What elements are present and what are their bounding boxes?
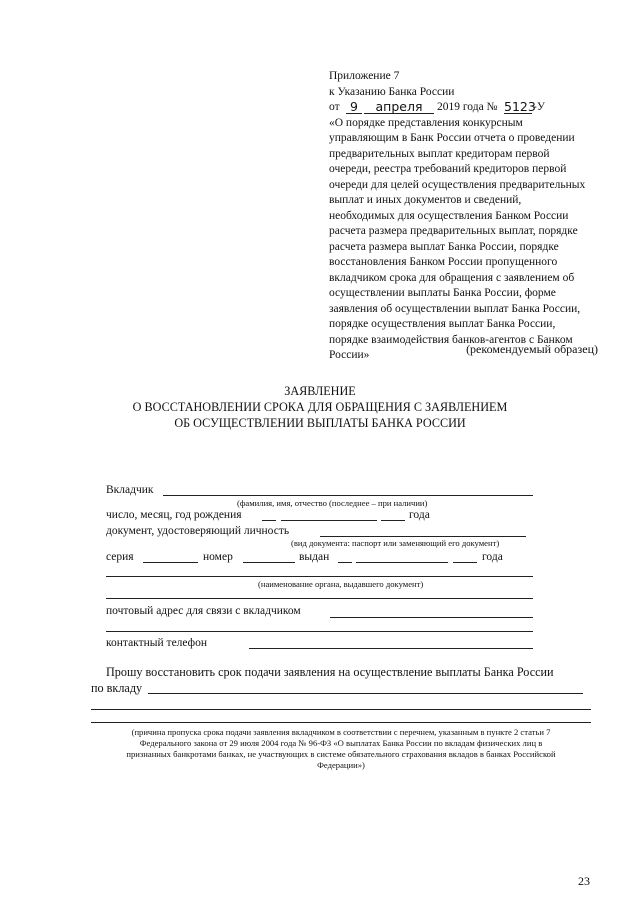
date-year: 2019 года №	[437, 101, 498, 113]
birth-date-label: число, месяц, год рождения	[106, 509, 242, 521]
issuer-field[interactable]	[106, 576, 533, 577]
issued-year-field[interactable]	[453, 562, 477, 563]
page-number: 23	[578, 874, 590, 888]
reason-field-2[interactable]	[91, 722, 591, 723]
appendix-desc-line: заявления об осуществлении выплат Банка России,	[329, 302, 581, 315]
id-document-field[interactable]	[320, 536, 526, 537]
reason-hint	[91, 727, 591, 771]
depositor-label: Вкладчик	[106, 484, 154, 496]
reason-field-1[interactable]	[91, 709, 591, 710]
appendix-desc-line: вкладчиком срока для обращения с заявлением об	[329, 271, 575, 284]
title-line-2: О ВОССТАНОВЛЕНИИ СРОКА ДЛЯ ОБРАЩЕНИЯ С ЗАЯВЛЕНИЕМ	[132, 400, 508, 414]
deposit-label: по вкладу	[91, 681, 143, 695]
number-label: номер	[203, 551, 233, 563]
birth-day-field[interactable]	[262, 520, 276, 521]
id-document-label: документ, удостоверяющий личность	[106, 525, 290, 537]
sample-note: (рекомендуемый образец)	[466, 342, 598, 356]
appendix-desc-line: выплат и иных документов и сведений,	[329, 194, 522, 206]
appendix-reference: к Указанию Банка России	[329, 85, 455, 98]
appendix-desc-line: восстановления Банком России пропущенного	[329, 256, 558, 268]
appendix-desc-line: осуществлении выплаты Банка России, форме	[329, 287, 556, 299]
doc-number-field[interactable]	[243, 562, 295, 563]
order-number: 5123	[504, 99, 536, 114]
reason-hint-line: (причина пропуска срока подачи заявления вкладчиком в соответствии с перечнем, указанным в пункте 2 статьи 7	[131, 727, 551, 737]
appendix-desc-line: необходимых для осуществления Банком России	[329, 209, 569, 222]
appendix-desc-line: «О порядке представления конкурсным	[329, 116, 523, 129]
birth-year-suffix: года	[409, 509, 430, 521]
issued-day-field[interactable]	[338, 562, 352, 563]
order-number-suffix: -У	[533, 101, 545, 113]
appendix-desc-line: порядке взаимодействия банков-агентов с Банком	[329, 333, 573, 346]
birth-year-field[interactable]	[381, 520, 405, 521]
deposit-field[interactable]	[148, 693, 583, 694]
reason-hint-line: Федерации»)	[317, 760, 365, 770]
date-month: апреля	[364, 101, 434, 114]
appendix-desc-line: России»	[329, 349, 370, 361]
title-line-3: ОБ ОСУЩЕСТВЛЕНИИ ВЫПЛАТЫ БАНКА РОССИИ	[174, 416, 466, 430]
issued-month-field[interactable]	[356, 562, 448, 563]
reason-hint-line: Федерального закона от 29 июля 2004 года № 96-ФЗ «О выплатах Банка России по вкладам физических лиц в	[139, 738, 543, 748]
appendix-desc-line: очереди для целей осуществления предварительных	[329, 178, 586, 191]
id-document-hint: (вид документа: паспорт или заменяющий его документ)	[291, 538, 500, 548]
issued-year-suffix: года	[482, 551, 503, 563]
address-label: почтовый адрес для связи с вкладчиком	[106, 605, 301, 617]
appendix-title: Приложение 7	[329, 70, 400, 82]
reason-hint-line: признанных банкротами банках, не участвующих в системе обязательного страхования вкладов в банках Российской	[126, 749, 556, 759]
appendix-desc-line: расчета размера выплат Банка России, порядке	[329, 240, 559, 253]
series-label: серия	[106, 551, 134, 563]
series-field[interactable]	[143, 562, 198, 563]
depositor-field[interactable]	[163, 495, 533, 496]
phone-field[interactable]	[249, 648, 533, 649]
depositor-hint: (фамилия, имя, отчество (последнее – при наличии)	[237, 498, 428, 508]
phone-label: контактный телефон	[106, 637, 208, 649]
issuer-field-2[interactable]	[106, 598, 533, 599]
issued-label: выдан	[299, 551, 330, 563]
issuer-hint: (наименование органа, выдавшего документ)	[258, 579, 424, 589]
appendix-desc-line: управляющим в Банк России отчета о проведении	[329, 132, 575, 144]
title-line-1: ЗАЯВЛЕНИЕ	[284, 384, 356, 398]
birth-month-field[interactable]	[281, 520, 377, 521]
request-text: Прошу восстановить срок подачи заявления на осуществление выплаты Банка России	[106, 665, 554, 679]
appendix-header	[329, 69, 604, 364]
date-prefix: от	[329, 101, 340, 113]
document-title	[0, 383, 640, 431]
address-field[interactable]	[330, 617, 533, 618]
appendix-desc-line: расчета размера предварительных выплат, порядке	[329, 225, 578, 237]
date-day: 9	[346, 101, 362, 114]
appendix-desc-line: порядке осуществления выплат Банка России,	[329, 318, 556, 330]
appendix-desc-line: очереди, реестра требований кредиторов первой	[329, 163, 567, 175]
appendix-date-row	[329, 100, 604, 116]
address-field-2[interactable]	[106, 631, 533, 632]
appendix-desc-line: предварительных выплат кредиторам первой	[329, 147, 550, 160]
